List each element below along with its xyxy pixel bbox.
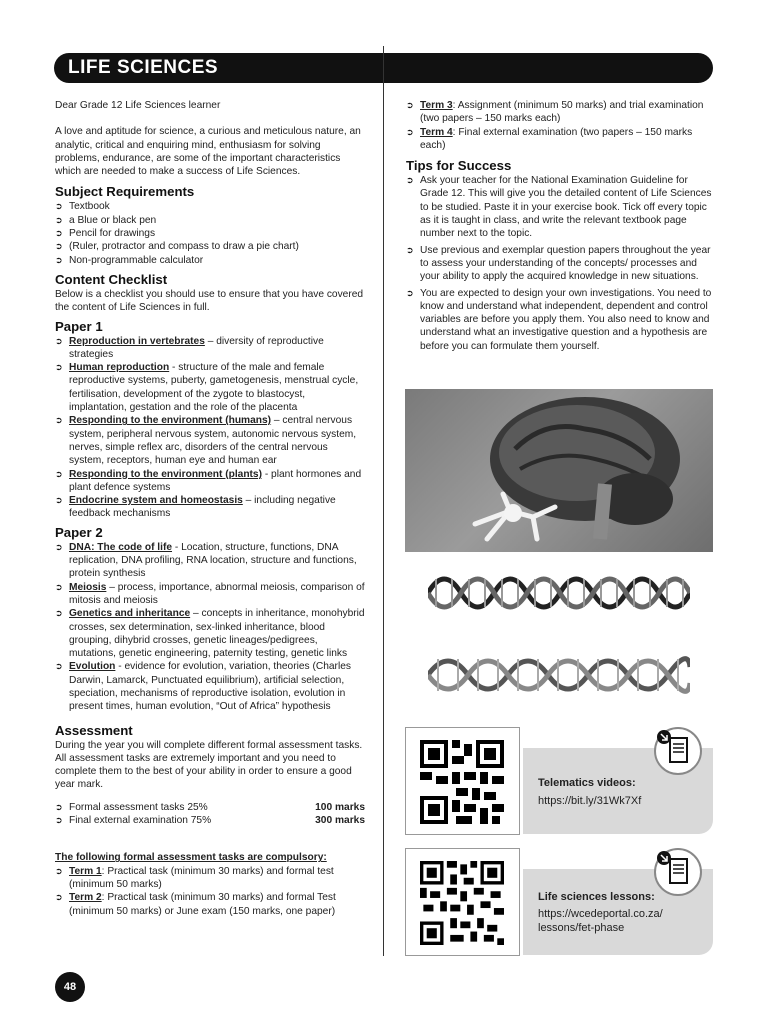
arrow-circle-bullet-icon: ➲ — [55, 228, 63, 239]
arrow-circle-bullet-icon: ➲ — [55, 241, 63, 252]
list-item: ➲ Non-programmable calculator — [55, 254, 204, 266]
list-item: ➲ Term 1: Practical task (minimum 30 marks) and formal test (minimum 50 marks) — [55, 865, 334, 890]
list-item: ➲ Human reproduction - structure of the male and female reproductive systems, puberty, gametogenesis, menstrual cycle, fertilisation, development of the zygote to blastocyst, implantation, gestation and the role of the placenta — [55, 362, 359, 414]
arrow-circle-bullet-icon: ➲ — [55, 415, 63, 426]
arrow-circle-bullet-icon: ➲ — [55, 495, 63, 506]
arrow-circle-bullet-icon: ➲ — [406, 287, 414, 298]
arrow-circle-bullet-icon: ➲ — [55, 254, 63, 265]
qr-code-icon[interactable] — [420, 740, 504, 824]
page-number: 48 — [55, 972, 85, 1002]
subject-requirements-heading: Subject Requirements — [55, 184, 195, 200]
list-item: ➲ You are expected to design your own investigations. You need to know and understand what independent, dependent and control variables are before you apply them. You also need to know and understand what an investigative question and a hypothesis are before you can formulate them yourself. — [406, 287, 712, 352]
list-item: ➲ Ask your teacher for the National Examination Guideline for Grade 12. This will give you the detailed content of Life Sciences to be studied. Paste it in your exercise book. Tick off every topic as it is taught in class, and write the relevant textbook page number next to the topic. — [406, 175, 712, 240]
compulsory-heading: The following formal assessment tasks are compulsory: — [55, 852, 327, 864]
list-item: ➲ Evolution - evidence for evolution, variation, theories (Charles Darwin, Lamarck, Punctuated equilibrium), artificial selection, speciation, mechanisms of reproductive isolation, evolution in present times, human evolution, “Out of Africa” hypothesis — [55, 661, 351, 713]
marks-list — [55, 801, 365, 828]
qr-code-icon[interactable] — [420, 861, 504, 945]
paper1-list — [55, 335, 365, 521]
arrow-circle-bullet-icon: ➲ — [406, 126, 414, 137]
arrow-circle-bullet-icon: ➲ — [55, 892, 63, 903]
arrow-circle-bullet-icon: ➲ — [55, 468, 63, 479]
list-item: ➲ Term 3: Assignment (minimum 50 marks) and trial examination (two papers – 150 marks each) — [406, 100, 704, 125]
list-item: ➲ (Ruler, protractor and compass to draw a pie chart) — [55, 241, 299, 253]
greeting: Dear Grade 12 Life Sciences learner — [55, 100, 221, 111]
list-item: ➲ Meiosis – process, importance, abnormal meiosis, comparison of mitosis and meiosis — [55, 581, 365, 606]
dna-helix-image — [428, 565, 690, 621]
paper2-list — [55, 541, 365, 714]
lessons-link-line2[interactable]: lessons/fet-phase — [538, 922, 625, 934]
telematics-link[interactable]: https://bit.ly/31Wk7Xf — [538, 795, 642, 807]
tips-list — [406, 174, 714, 353]
requirements-list — [55, 200, 365, 266]
arrow-circle-bullet-icon: ➲ — [55, 865, 63, 876]
lessons-qr-box — [405, 848, 520, 956]
list-item: ➲ Textbook — [55, 201, 110, 213]
list-item: ➲ a Blue or black pen — [55, 214, 157, 226]
lessons-link-line1[interactable]: https://wcedeportal.co.za/ — [538, 908, 663, 920]
arrow-circle-bullet-icon: ➲ — [55, 201, 63, 212]
left-column — [55, 99, 365, 918]
list-item: ➲ Term 4: Final external examination (two papers – 150 marks each) — [406, 126, 693, 151]
list-item: ➲ Reproduction in vertebrates – diversity of reproductive strategies — [55, 335, 324, 360]
arrow-circle-bullet-icon: ➲ — [406, 100, 414, 110]
arrow-circle-bullet-icon: ➲ — [406, 244, 414, 255]
list-item: ➲ Responding to the environment (plants) - plant hormones and plant defence systems — [55, 468, 362, 493]
arrow-circle-bullet-icon: ➲ — [55, 581, 63, 592]
arrow-circle-bullet-icon: ➲ — [55, 541, 63, 552]
tips-heading: Tips for Success — [406, 158, 512, 174]
terms-list-right — [406, 99, 714, 152]
brain-photo — [405, 389, 713, 552]
arrow-circle-bullet-icon: ➲ — [55, 815, 63, 826]
arrow-circle-bullet-icon: ➲ — [55, 362, 63, 373]
dna-helix-image — [428, 647, 690, 703]
assessment-intro: During the year you will complete different formal assessment tasks. All assessment tasks are extremely important and you need to complete them to the best of your ability in order to ensure a good year mark. — [55, 739, 363, 791]
arrow-circle-bullet-icon: ➲ — [55, 661, 63, 672]
list-item: ➲ Formal assessment tasks 25% 100 marks — [55, 801, 365, 813]
list-item: ➲ Term 2: Practical task (minimum 30 marks) and formal Test (minimum 50 marks) or June exam (150 marks, one paper) — [55, 892, 336, 917]
document-arrow-icon — [654, 727, 702, 775]
arrow-circle-bullet-icon: ➲ — [406, 175, 414, 186]
arrow-circle-bullet-icon: ➲ — [55, 335, 63, 346]
list-item: ➲ Responding to the environment (humans) – central nervous system, peripheral nervous system, autonomic nervous system, nerves, simple reflex arc, disorders of the central nervous system, receptors, human eye and human ear — [55, 415, 357, 467]
assessment-heading: Assessment — [55, 722, 133, 738]
list-item: ➲ Pencil for drawings — [55, 228, 156, 240]
list-item: ➲ Genetics and inheritance – concepts in inheritance, monohybrid crosses, sex determination, sex-linked inheritance, blood grouping, dihybrid crosses, genetic lineages/pedigrees, mutations, genetic engineering, paternity testing, genetic links — [55, 608, 365, 660]
telematics-qr-box — [405, 727, 520, 835]
right-column — [406, 99, 714, 353]
intro-paragraph: A love and aptitude for science, a curious and meticulous nature, an analytic, critical and enquiring mind, enthusiasm for solving problems, endurance, are some of the important characteristics which are needed to make a success of Life Sciences. — [55, 126, 361, 178]
content-checklist-heading: Content Checklist — [55, 271, 168, 287]
column-divider — [383, 46, 384, 956]
paper2-heading: Paper 2 — [55, 524, 103, 540]
lessons-title: Life sciences lessons: — [538, 891, 655, 903]
paper1-heading: Paper 1 — [55, 318, 103, 334]
list-item: ➲ DNA: The code of life - Location, structure, functions, DNA replication, DNA profiling, RNA location, structure and functions, protein synthesis — [55, 541, 357, 580]
arrow-circle-bullet-icon: ➲ — [55, 801, 63, 812]
arrow-circle-bullet-icon: ➲ — [55, 608, 63, 619]
list-item: ➲ Use previous and exemplar question papers throughout the year to assess your understanding of the concepts/ processes and your ability to apply the acquired knowledge in new situations. — [406, 244, 711, 283]
list-item: ➲ Final external examination 75% 300 marks — [55, 815, 365, 827]
terms-list-left — [55, 865, 365, 918]
arrow-circle-bullet-icon: ➲ — [55, 214, 63, 225]
telematics-title: Telematics videos: — [538, 777, 636, 789]
document-arrow-icon — [654, 848, 702, 896]
page-title: LIFE SCIENCES — [68, 57, 219, 78]
list-item: ➲ Endocrine system and homeostasis – including negative feedback mechanisms — [55, 495, 336, 520]
checklist-intro: Below is a checklist you should use to ensure that you have covered the content of Life Sciences in full. — [55, 288, 364, 314]
